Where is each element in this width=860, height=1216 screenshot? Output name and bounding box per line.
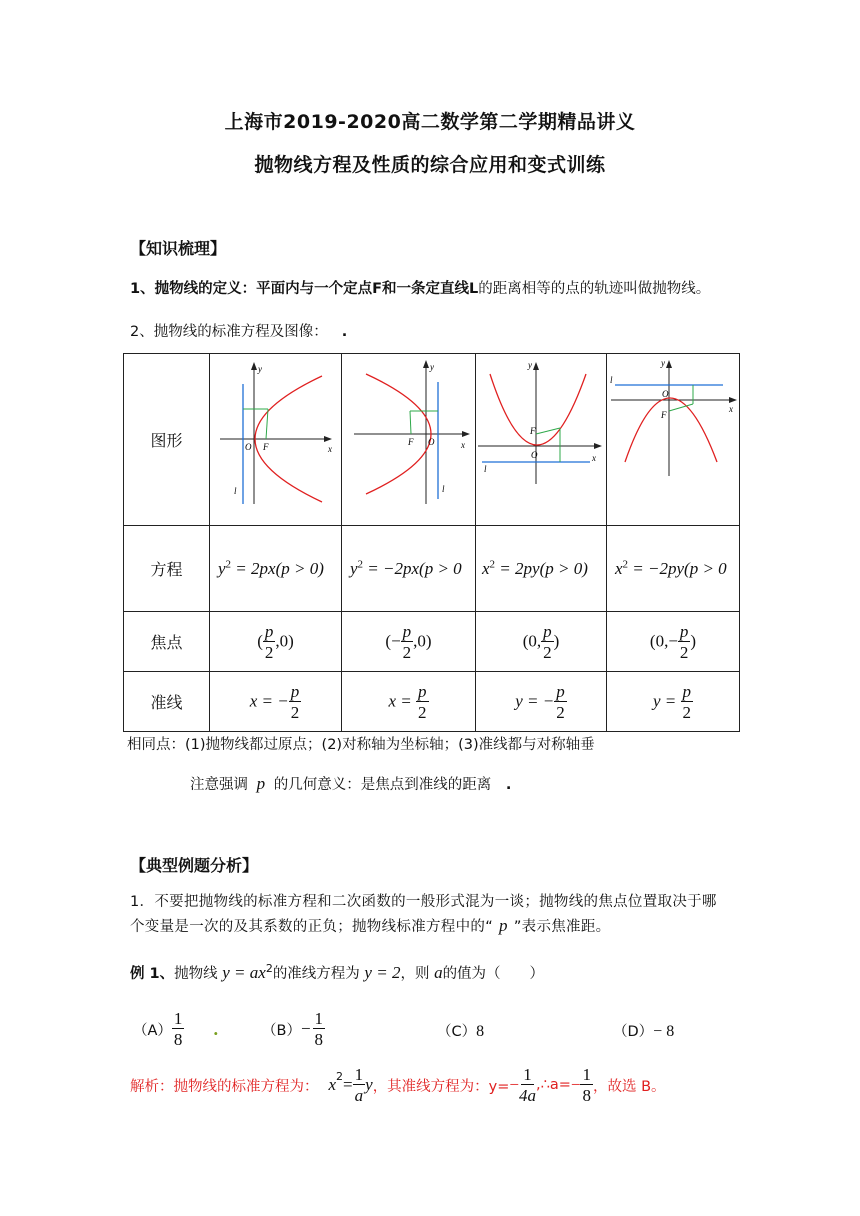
definition-rest: 的距离相等的点的轨迹叫做抛物线。 [478, 281, 711, 297]
solution-line: 解析：抛物线的标准方程为： x $^2$ = $\frac{1}{a}$ y ，其准线方程为：y= − $\frac{1}{4a}$ ,∴a= − $\frac{1}{8}$ ，故选 B。 [130, 1065, 666, 1105]
directrix-label: l [484, 464, 487, 474]
y-axis-label: y [430, 362, 434, 372]
row-label-equation: 方程 [124, 526, 210, 612]
graph-down-opening [607, 354, 739, 521]
graph-up-opening [476, 354, 606, 521]
graph-right-opening [210, 354, 341, 521]
equation-text: $x^2 = -2py(p > 0$ [615, 558, 727, 578]
directrix-cell: y = $\frac{p}{2}$ [607, 672, 740, 732]
standard-eq-line [130, 320, 347, 341]
definition-line [130, 277, 710, 298]
equation-text: $y^2 = 2px(p > 0)$ [218, 558, 324, 578]
example-1: 例 1、抛物线 $y = ax^2$的准线方程为 y = 2，则 a的值为（ ） [130, 962, 545, 982]
origin-label: O [531, 450, 538, 460]
directrix-cell: x = − $\frac{p}{2}$ [210, 672, 342, 732]
tip-line-2: 个变量是一次的及其系数的正负；抛物线标准方程中的“ p ”表示焦准距。 [130, 916, 611, 935]
option-c: （C）8 [437, 1023, 485, 1040]
option-d: （D）− 8 [613, 1023, 675, 1040]
focus-label: F [408, 437, 414, 447]
y-axis-label: y [528, 360, 532, 370]
example-label: 例 1、 [130, 966, 175, 982]
doc-subtitle: 抛物线方程及性质的综合应用和变式训练 [254, 154, 606, 176]
focus-cell: (0,− $\frac{p}{2}$ ) [607, 612, 740, 672]
graph-left-opening [342, 354, 475, 521]
section-heading-examples: 【典型例题分析】 [130, 856, 259, 875]
directrix-cell: x = $\frac{p}{2}$ [342, 672, 476, 732]
y-axis-label: y [258, 364, 262, 374]
table-row-equation [124, 526, 740, 612]
equation-cell [476, 526, 607, 612]
x-axis-label: x [328, 444, 332, 454]
focus-label: F [530, 426, 536, 436]
common-points-note: 相同点：(1)抛物线都过原点；(2)对称轴为坐标轴；(3)准线都与对称轴垂 [127, 737, 595, 753]
graph-cell-left [342, 354, 476, 526]
origin-label: O [662, 389, 669, 399]
x-axis-label: x [729, 404, 733, 414]
row-label-directrix: 准线 [124, 672, 210, 732]
stray-mark: . [213, 1020, 219, 1039]
origin-label: O [245, 442, 252, 452]
graph-cell-up [476, 354, 607, 526]
x-axis-label: x [461, 440, 465, 450]
directrix-label: l [610, 375, 613, 385]
tip-line-1: 1．不要把抛物线的标准方程和二次函数的一般形式混为一谈；抛物线的焦点位置取决于哪 [130, 894, 717, 910]
equation-cell [607, 526, 740, 612]
directrix-label: l [234, 486, 237, 496]
directrix-label: l [442, 484, 445, 494]
focus-label: F [263, 442, 269, 452]
row-label-graph: 图形 [124, 354, 210, 526]
option-b: （B） − $\frac{1}{8}$ [262, 1009, 324, 1049]
row-label-focus: 焦点 [124, 612, 210, 672]
focus-cell: ( $\frac{p}{2}$ ,0) [210, 612, 342, 672]
table-row-focus [124, 612, 740, 672]
directrix-cell: y = − $\frac{p}{2}$ [476, 672, 607, 732]
origin-label: O [428, 437, 435, 447]
definition-bold: 1、抛物线的定义：平面内与一个定点F和一条定直线L [130, 281, 479, 297]
focus-cell: (− $\frac{p}{2}$ ,0) [342, 612, 476, 672]
table-row-graph [124, 354, 740, 526]
focus-label: F [661, 410, 667, 420]
table-row-directrix [124, 672, 740, 732]
p-variable: p [256, 774, 266, 793]
equation-cell [342, 526, 476, 612]
option-a: （A） $\frac{1}{8}$ [133, 1009, 183, 1049]
doc-title: 上海市2019-2020高二数学第二学期精品讲义 [224, 111, 636, 133]
equation-text: $y^2 = -2px(p > 0$ [350, 558, 462, 578]
equation-cell [210, 526, 342, 612]
section-heading-knowledge: 【知识梳理】 [130, 239, 227, 258]
standard-eq-label: 2、抛物线的标准方程及图像： [130, 324, 328, 340]
focus-cell: (0, $\frac{p}{2}$ ) [476, 612, 607, 672]
graph-cell-right [210, 354, 342, 526]
y-axis-label: y [661, 358, 665, 368]
emphasis-note: 注意强调 p 的几何意义：是焦点到准线的距离 . [190, 774, 512, 793]
parabola-table [123, 353, 740, 732]
equation-text: $x^2 = 2py(p > 0)$ [482, 558, 588, 578]
x-axis-label: x [592, 453, 596, 463]
standard-eq-mark: . [341, 324, 348, 340]
graph-cell-down [607, 354, 740, 526]
